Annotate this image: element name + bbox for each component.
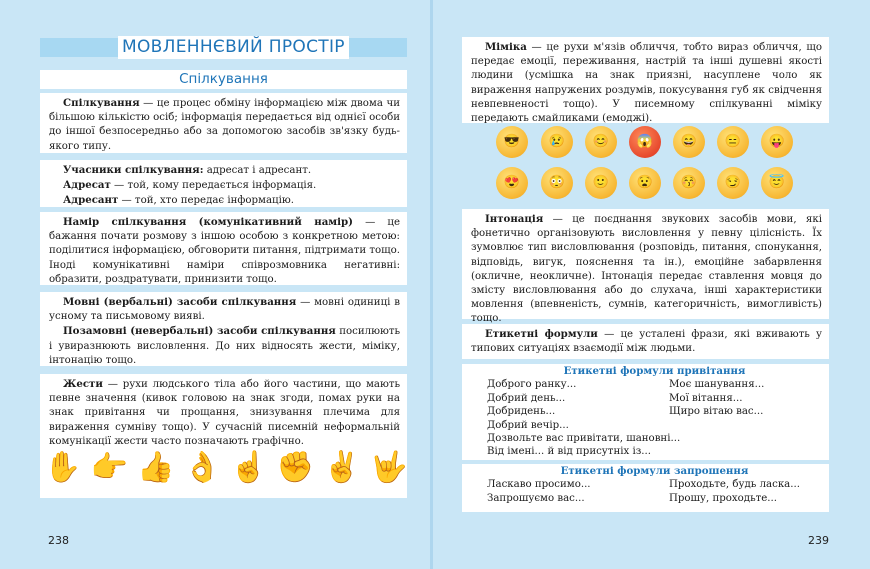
etiquette-definition — [462, 324, 829, 359]
section-title-bar — [40, 38, 407, 57]
page-number: 239 — [808, 534, 829, 547]
text: — той, кому передається інформація. — [110, 180, 317, 192]
term: Учасники спілкування: — [63, 164, 204, 176]
invitation-header: Етикетні формули запрошення — [560, 465, 749, 477]
means-block — [40, 292, 407, 366]
emoji-grid — [462, 120, 829, 204]
angel-emoji-icon: 😇 — [761, 167, 793, 199]
term: Адресат — [63, 179, 111, 192]
term: Мовні (вербальні) засоби спілкування — [63, 296, 297, 308]
tongue-emoji-icon: 😛 — [761, 126, 793, 158]
formula: Добрий вечір... — [487, 419, 569, 431]
expressionless-emoji-icon: 😑 — [717, 126, 749, 158]
crying-emoji-icon: 😢 — [541, 126, 573, 158]
smirk-emoji-icon: 😏 — [717, 167, 749, 199]
flushed-emoji-icon: 😳 — [541, 167, 573, 199]
text: — мовні одиниці в усному та письмовому виявi. — [49, 297, 400, 323]
definition-communication — [40, 93, 407, 153]
page-number: 238 — [48, 534, 69, 547]
text: — це усталені фрази, які вживають у типових ситуаціях взаємодії між людьми. — [471, 329, 823, 355]
love-you-hand-icon: 🤟 — [369, 450, 408, 485]
left-page — [0, 0, 430, 569]
ok-hand-icon: 👌 — [183, 450, 222, 485]
formula: Добридень... — [487, 406, 556, 418]
raised-hand-icon: ✋ — [44, 450, 82, 485]
text: адресат і адресант. — [203, 165, 312, 176]
smiling-emoji-icon: 😊 — [585, 126, 617, 158]
kissing-emoji-icon: 😚 — [673, 167, 705, 199]
formula: Ласкаво просимо... — [487, 479, 591, 491]
formula: Добрий день... — [487, 392, 566, 404]
formula: Прошу, проходьте... — [669, 492, 778, 504]
subsection-title: Спілкування — [40, 70, 407, 89]
formula: Доброго ранку... — [487, 379, 577, 391]
intent-block — [40, 212, 407, 285]
formula: Від імені... й від присутніх із... — [487, 446, 651, 458]
formula: Мої вітання... — [669, 392, 743, 404]
right-page — [433, 0, 870, 569]
sunglasses-emoji-icon: 😎 — [496, 126, 528, 158]
term: Спілкування — [63, 97, 140, 109]
formula: Щиро вітаю вас... — [669, 406, 764, 418]
invitation-left-column — [487, 478, 669, 505]
formula: Проходьте, будь ласка... — [669, 479, 800, 491]
invitation-right-column — [669, 478, 822, 505]
pointing-hand-icon: 👉 — [90, 450, 128, 485]
term: Намір спілкування (комунікативний намір) — [63, 216, 353, 228]
fist-icon: ✊ — [276, 450, 315, 485]
intonation-block — [462, 209, 829, 325]
text: — це поєднання звукових засобів мови, які фонетично організовують висловлення у певну цілісність. Їх зумовлює тип висловлювання (розповідь, питання, спонукання, відповідь, вигук, пояснення та ін.), емоційне забарвлення (окличне, неокличне). Інтонація передає ставлення мовця до змісту висловлювання або до слухача, інші характеристики мовлення (впевненість, сумнів, категоричність, вимогливість) тощо. — [471, 214, 822, 325]
gesture-icons-row — [44, 446, 408, 496]
grinning-emoji-icon: 😄 — [673, 126, 705, 158]
greeting-header: Етикетні формули привітання — [563, 365, 746, 377]
term: Жести — [63, 378, 103, 390]
anguished-emoji-icon: 😧 — [629, 167, 661, 199]
formula: Запрошуємо вас... — [487, 492, 585, 504]
mimicry-block — [462, 37, 829, 123]
text: — той, хто передає інформацію. — [118, 195, 294, 207]
index-up-icon: ☝ — [230, 450, 268, 485]
section-title: МОВЛЕННЄВИЙ ПРОСТІР — [118, 36, 349, 59]
greeting-formulas — [462, 364, 829, 460]
definition-text: — це процес обміну інформацією між двома чи більшою кількістю осіб; інформація передається від однієї особи до іншої безпосередньо або за допомогою засобів зв'язку будь-якого типу. — [49, 98, 400, 152]
term: Етикетні формули — [485, 328, 598, 340]
formula: Моє шанування... — [669, 379, 765, 391]
greeting-right-column — [669, 378, 822, 432]
heart-eyes-emoji-icon: 😍 — [496, 167, 528, 199]
term: Інтонація — [485, 213, 544, 225]
term: Позамовні (невербальні) засоби спілкування — [63, 325, 336, 338]
thumbs-up-icon: 👍 — [137, 450, 175, 485]
text: — це рухи м'язів обличчя, тобто вираз обличчя, що передає емоції, переживання, настрій та інші душевні якості людини (усмішка на знак приязні, насуплене чоло як вираження напружених роздумів, покусування губ як свідчення невпевненості тощо). У писемному спілкуванні міміку передають смайликами (емоджі). — [471, 42, 822, 125]
term: Адресант — [63, 194, 119, 207]
formula: Дозвольте вас привітати, шановні... — [487, 433, 681, 445]
term: Міміка — [485, 41, 527, 53]
slight-smile-emoji-icon: 🙂 — [585, 167, 617, 199]
invitation-formulas — [462, 464, 829, 512]
victory-hand-icon: ✌ — [323, 450, 361, 485]
text: посилюють і увиразнюють висловлення. До них відносять жести, міміку, інтонацію тощо. — [49, 326, 400, 366]
text: — рухи людського тіла або його частини, що мають певне значення (кивок головою на знак згоди, помах руки на знак привітання чи прощання, знизування плечима для вираження сумніву тощо). У сучасній писемній неформальній комунікації жести часто позначають графічно. — [49, 379, 400, 447]
screaming-emoji-icon: 😱 — [629, 126, 661, 158]
text: — це бажання почати розмову з іншою особою з конкретною метою: поділитися інформацією, обговорити питання, підтримати тощо. Іноді комунікативні наміри співрозмовника негативні: образити, роздратувати, принизити тощо. — [49, 217, 400, 285]
greeting-left-column — [487, 378, 669, 432]
participants-block — [40, 160, 407, 207]
